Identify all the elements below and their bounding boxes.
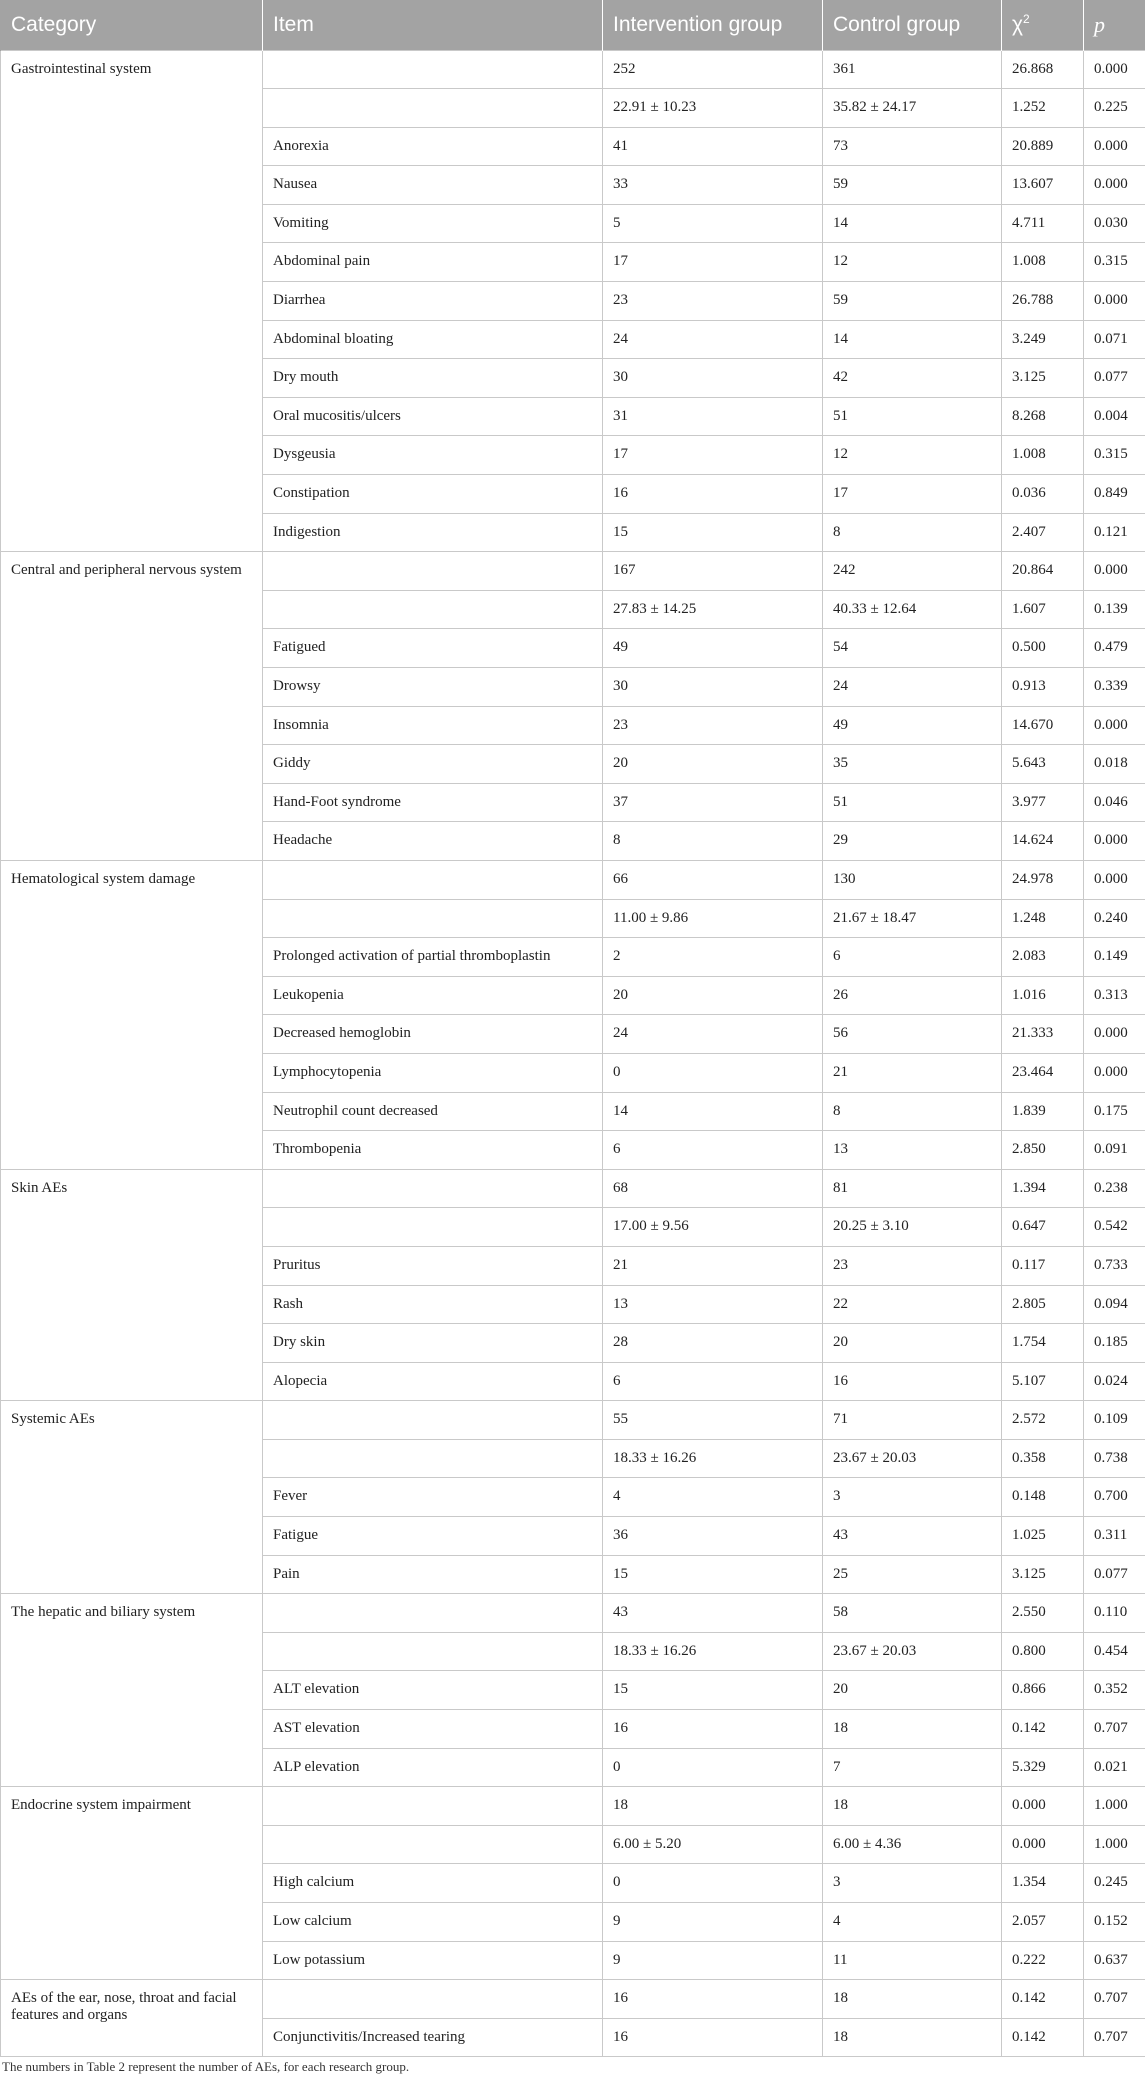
chi-square-cell: 5.329 [1002, 1748, 1084, 1787]
control-cell: 6 [823, 938, 1002, 977]
item-cell: Lymphocytopenia [263, 1053, 603, 1092]
intervention-cell: 41 [603, 127, 823, 166]
intervention-cell: 0 [603, 1748, 823, 1787]
p-value-cell: 0.733 [1084, 1246, 1145, 1285]
p-value-cell: 0.454 [1084, 1632, 1145, 1671]
p-value-cell: 0.004 [1084, 397, 1145, 436]
intervention-cell: 5 [603, 204, 823, 243]
item-cell [263, 1787, 603, 1826]
control-cell: 361 [823, 50, 1002, 89]
item-cell: Low calcium [263, 1903, 603, 1942]
chi-square-cell: 2.083 [1002, 938, 1084, 977]
p-value-cell: 1.000 [1084, 1825, 1145, 1864]
intervention-cell: 30 [603, 359, 823, 398]
chi-square-cell: 0.647 [1002, 1208, 1084, 1247]
p-value-cell: 0.542 [1084, 1208, 1145, 1247]
item-cell [263, 590, 603, 629]
header-p-value: p [1084, 0, 1145, 50]
table-row [1, 1594, 1145, 1633]
header-category: Category [1, 0, 263, 50]
intervention-cell: 11.00 ± 9.86 [603, 899, 823, 938]
control-cell: 7 [823, 1748, 1002, 1787]
control-cell: 3 [823, 1864, 1002, 1903]
p-value-cell: 1.000 [1084, 1787, 1145, 1826]
item-cell: Neutrophil count decreased [263, 1092, 603, 1131]
item-cell: Conjunctivitis/Increased tearing [263, 2018, 603, 2057]
intervention-cell: 18.33 ± 16.26 [603, 1632, 823, 1671]
chi-square-cell: 20.864 [1002, 552, 1084, 591]
intervention-cell: 27.83 ± 14.25 [603, 590, 823, 629]
item-cell: Vomiting [263, 204, 603, 243]
item-cell [263, 552, 603, 591]
item-cell [263, 1169, 603, 1208]
p-value-cell: 0.245 [1084, 1864, 1145, 1903]
p-value-cell: 0.000 [1084, 552, 1145, 591]
intervention-cell: 23 [603, 706, 823, 745]
control-cell: 18 [823, 1710, 1002, 1749]
p-value-cell: 0.000 [1084, 50, 1145, 89]
chi-square-cell: 0.000 [1002, 1787, 1084, 1826]
control-cell: 12 [823, 243, 1002, 282]
item-cell: Anorexia [263, 127, 603, 166]
p-value-cell: 0.637 [1084, 1941, 1145, 1980]
intervention-cell: 6 [603, 1131, 823, 1170]
chi-square-cell: 3.125 [1002, 359, 1084, 398]
p-value-cell: 0.315 [1084, 436, 1145, 475]
item-cell: Pain [263, 1555, 603, 1594]
control-cell: 71 [823, 1401, 1002, 1440]
intervention-cell: 167 [603, 552, 823, 591]
item-cell: Abdominal bloating [263, 320, 603, 359]
item-cell [263, 899, 603, 938]
p-value-cell: 0.479 [1084, 629, 1145, 668]
chi-square-cell: 20.889 [1002, 127, 1084, 166]
intervention-cell: 9 [603, 1903, 823, 1942]
control-cell: 58 [823, 1594, 1002, 1633]
p-value-cell: 0.849 [1084, 475, 1145, 514]
control-cell: 23 [823, 1246, 1002, 1285]
control-cell: 16 [823, 1362, 1002, 1401]
p-value-cell: 0.175 [1084, 1092, 1145, 1131]
chi-square-cell: 1.607 [1002, 590, 1084, 629]
item-cell: Constipation [263, 475, 603, 514]
item-cell [263, 1208, 603, 1247]
control-cell: 40.33 ± 12.64 [823, 590, 1002, 629]
control-cell: 18 [823, 2018, 1002, 2057]
control-cell: 23.67 ± 20.03 [823, 1632, 1002, 1671]
chi-square-cell: 0.148 [1002, 1478, 1084, 1517]
table-row [1, 1980, 1145, 2019]
control-cell: 25 [823, 1555, 1002, 1594]
control-cell: 12 [823, 436, 1002, 475]
item-cell: Oral mucositis/ulcers [263, 397, 603, 436]
chi-square-cell: 1.248 [1002, 899, 1084, 938]
intervention-cell: 37 [603, 783, 823, 822]
p-value-cell: 0.700 [1084, 1478, 1145, 1517]
chi-square-cell: 26.868 [1002, 50, 1084, 89]
item-cell: Fatigue [263, 1517, 603, 1556]
p-value-cell: 0.707 [1084, 1980, 1145, 2019]
category-cell: Gastrointestinal system [1, 50, 263, 552]
intervention-cell: 16 [603, 475, 823, 514]
control-cell: 18 [823, 1787, 1002, 1826]
item-cell: Insomnia [263, 706, 603, 745]
p-value-cell: 0.021 [1084, 1748, 1145, 1787]
p-value-cell: 0.030 [1084, 204, 1145, 243]
chi-square-cell: 23.464 [1002, 1053, 1084, 1092]
control-cell: 24 [823, 668, 1002, 707]
chi-square-cell: 0.036 [1002, 475, 1084, 514]
intervention-cell: 24 [603, 1015, 823, 1054]
header-item: Item [263, 0, 603, 50]
table-footnote: The numbers in Table 2 represent the number of AEs, for each research group. [2, 2059, 410, 2074]
control-cell: 13 [823, 1131, 1002, 1170]
item-cell: High calcium [263, 1864, 603, 1903]
control-cell: 23.67 ± 20.03 [823, 1439, 1002, 1478]
item-cell: Fever [263, 1478, 603, 1517]
table-row [1, 1787, 1145, 1826]
control-cell: 14 [823, 204, 1002, 243]
intervention-cell: 14 [603, 1092, 823, 1131]
control-cell: 59 [823, 282, 1002, 321]
p-value-cell: 0.240 [1084, 899, 1145, 938]
p-value-cell: 0.000 [1084, 166, 1145, 205]
p-value-cell: 0.000 [1084, 282, 1145, 321]
intervention-cell: 16 [603, 2018, 823, 2057]
table-row [1, 860, 1145, 899]
intervention-cell: 17 [603, 243, 823, 282]
chi-square-cell: 3.977 [1002, 783, 1084, 822]
category-cell: The hepatic and biliary system [1, 1594, 263, 1787]
item-cell: Low potassium [263, 1941, 603, 1980]
control-cell: 4 [823, 1903, 1002, 1942]
chi-square-cell: 1.394 [1002, 1169, 1084, 1208]
chi-square-cell: 0.222 [1002, 1941, 1084, 1980]
item-cell [263, 50, 603, 89]
control-cell: 49 [823, 706, 1002, 745]
item-cell [263, 1980, 603, 2019]
item-cell: Leukopenia [263, 976, 603, 1015]
p-value-cell: 0.000 [1084, 1053, 1145, 1092]
p-value-cell: 0.352 [1084, 1671, 1145, 1710]
item-cell: Nausea [263, 166, 603, 205]
intervention-cell: 49 [603, 629, 823, 668]
item-cell [263, 1632, 603, 1671]
chi-square-cell: 2.057 [1002, 1903, 1084, 1942]
control-cell: 43 [823, 1517, 1002, 1556]
chi-square-cell: 14.670 [1002, 706, 1084, 745]
category-cell: Hematological system damage [1, 860, 263, 1169]
p-value-cell: 0.000 [1084, 822, 1145, 861]
p-value-cell: 0.315 [1084, 243, 1145, 282]
chi-square-cell: 0.913 [1002, 668, 1084, 707]
control-cell: 6.00 ± 4.36 [823, 1825, 1002, 1864]
item-cell: Alopecia [263, 1362, 603, 1401]
control-cell: 59 [823, 166, 1002, 205]
p-value-cell: 0.139 [1084, 590, 1145, 629]
control-cell: 20 [823, 1671, 1002, 1710]
p-value-cell: 0.024 [1084, 1362, 1145, 1401]
intervention-cell: 18.33 ± 16.26 [603, 1439, 823, 1478]
control-cell: 73 [823, 127, 1002, 166]
chi-square-cell: 2.850 [1002, 1131, 1084, 1170]
control-cell: 26 [823, 976, 1002, 1015]
p-value-cell: 0.000 [1084, 1015, 1145, 1054]
chi-square-cell: 26.788 [1002, 282, 1084, 321]
chi-superscript: 2 [1023, 12, 1030, 27]
chi-square-cell: 1.252 [1002, 89, 1084, 128]
intervention-cell: 6 [603, 1362, 823, 1401]
item-cell: Dry mouth [263, 359, 603, 398]
item-cell: Headache [263, 822, 603, 861]
chi-square-cell: 0.142 [1002, 2018, 1084, 2057]
control-cell: 3 [823, 1478, 1002, 1517]
intervention-cell: 24 [603, 320, 823, 359]
control-cell: 21 [823, 1053, 1002, 1092]
chi-square-cell: 1.354 [1002, 1864, 1084, 1903]
p-value-cell: 0.109 [1084, 1401, 1145, 1440]
intervention-cell: 36 [603, 1517, 823, 1556]
control-cell: 56 [823, 1015, 1002, 1054]
header-intervention: Intervention group [603, 0, 823, 50]
chi-square-cell: 0.358 [1002, 1439, 1084, 1478]
chi-square-cell: 0.800 [1002, 1632, 1084, 1671]
p-value-cell: 0.094 [1084, 1285, 1145, 1324]
item-cell [263, 1825, 603, 1864]
p-value-cell: 0.738 [1084, 1439, 1145, 1478]
intervention-cell: 21 [603, 1246, 823, 1285]
intervention-cell: 33 [603, 166, 823, 205]
intervention-cell: 17 [603, 436, 823, 475]
item-cell [263, 1594, 603, 1633]
chi-square-cell: 1.025 [1002, 1517, 1084, 1556]
chi-square-cell: 21.333 [1002, 1015, 1084, 1054]
chi-square-cell: 4.711 [1002, 204, 1084, 243]
intervention-cell: 16 [603, 1980, 823, 2019]
item-cell: Fatigued [263, 629, 603, 668]
chi-square-cell: 3.125 [1002, 1555, 1084, 1594]
table-body [1, 50, 1145, 2057]
chi-square-cell: 1.008 [1002, 436, 1084, 475]
p-value-cell: 0.018 [1084, 745, 1145, 784]
intervention-cell: 18 [603, 1787, 823, 1826]
chi-square-cell: 1.016 [1002, 976, 1084, 1015]
intervention-cell: 28 [603, 1324, 823, 1363]
intervention-cell: 9 [603, 1941, 823, 1980]
intervention-cell: 20 [603, 976, 823, 1015]
intervention-cell: 0 [603, 1053, 823, 1092]
intervention-cell: 2 [603, 938, 823, 977]
intervention-cell: 4 [603, 1478, 823, 1517]
item-cell: Pruritus [263, 1246, 603, 1285]
intervention-cell: 15 [603, 1555, 823, 1594]
intervention-cell: 8 [603, 822, 823, 861]
chi-square-cell: 5.643 [1002, 745, 1084, 784]
chi-square-cell: 3.249 [1002, 320, 1084, 359]
intervention-cell: 68 [603, 1169, 823, 1208]
item-cell: Decreased hemoglobin [263, 1015, 603, 1054]
p-value-cell: 0.110 [1084, 1594, 1145, 1633]
item-cell: Giddy [263, 745, 603, 784]
p-value-cell: 0.313 [1084, 976, 1145, 1015]
p-value-cell: 0.149 [1084, 938, 1145, 977]
control-cell: 35.82 ± 24.17 [823, 89, 1002, 128]
chi-square-cell: 2.550 [1002, 1594, 1084, 1633]
item-cell: Drowsy [263, 668, 603, 707]
control-cell: 81 [823, 1169, 1002, 1208]
control-cell: 51 [823, 783, 1002, 822]
intervention-cell: 22.91 ± 10.23 [603, 89, 823, 128]
chi-square-cell: 2.407 [1002, 513, 1084, 552]
control-cell: 42 [823, 359, 1002, 398]
chi-square-cell: 2.572 [1002, 1401, 1084, 1440]
chi-square-cell: 0.117 [1002, 1246, 1084, 1285]
item-cell: Abdominal pain [263, 243, 603, 282]
intervention-cell: 55 [603, 1401, 823, 1440]
chi-square-cell: 8.268 [1002, 397, 1084, 436]
table-row [1, 50, 1145, 89]
p-value-cell: 0.707 [1084, 1710, 1145, 1749]
control-cell: 35 [823, 745, 1002, 784]
item-cell: Dry skin [263, 1324, 603, 1363]
item-cell: Hand-Foot syndrome [263, 783, 603, 822]
item-cell: Prolonged activation of partial thromboplastin [263, 938, 603, 977]
table-row [1, 1401, 1145, 1440]
p-value-cell: 0.152 [1084, 1903, 1145, 1942]
chi-square-cell: 1.008 [1002, 243, 1084, 282]
chi-square-cell: 0.866 [1002, 1671, 1084, 1710]
item-cell: ALT elevation [263, 1671, 603, 1710]
p-value-cell: 0.185 [1084, 1324, 1145, 1363]
intervention-cell: 16 [603, 1710, 823, 1749]
item-cell [263, 860, 603, 899]
control-cell: 54 [823, 629, 1002, 668]
p-value-cell: 0.000 [1084, 127, 1145, 166]
item-cell: Indigestion [263, 513, 603, 552]
category-cell: AEs of the ear, nose, throat and facial features and organs [1, 1980, 263, 2057]
header-control: Control group [823, 0, 1002, 50]
chi-square-cell: 14.624 [1002, 822, 1084, 861]
control-cell: 8 [823, 1092, 1002, 1131]
control-cell: 20.25 ± 3.10 [823, 1208, 1002, 1247]
p-value-cell: 0.077 [1084, 1555, 1145, 1594]
category-cell: Central and peripheral nervous system [1, 552, 263, 861]
item-cell: Thrombopenia [263, 1131, 603, 1170]
chi-square-cell: 5.107 [1002, 1362, 1084, 1401]
intervention-cell: 252 [603, 50, 823, 89]
chi-square-cell: 24.978 [1002, 860, 1084, 899]
chi-square-cell: 0.142 [1002, 1980, 1084, 2019]
p-value-cell: 0.311 [1084, 1517, 1145, 1556]
control-cell: 130 [823, 860, 1002, 899]
intervention-cell: 15 [603, 513, 823, 552]
intervention-cell: 43 [603, 1594, 823, 1633]
table-row [1, 552, 1145, 591]
control-cell: 51 [823, 397, 1002, 436]
intervention-cell: 20 [603, 745, 823, 784]
control-cell: 18 [823, 1980, 1002, 2019]
chi-square-cell: 13.607 [1002, 166, 1084, 205]
p-value-cell: 0.091 [1084, 1131, 1145, 1170]
intervention-cell: 15 [603, 1671, 823, 1710]
item-cell: Rash [263, 1285, 603, 1324]
item-cell: Dysgeusia [263, 436, 603, 475]
control-cell: 17 [823, 475, 1002, 514]
item-cell: AST elevation [263, 1710, 603, 1749]
p-value-cell: 0.707 [1084, 2018, 1145, 2057]
intervention-cell: 17.00 ± 9.56 [603, 1208, 823, 1247]
p-value-cell: 0.000 [1084, 706, 1145, 745]
chi-square-cell: 2.805 [1002, 1285, 1084, 1324]
table-row [1, 1169, 1145, 1208]
p-value-cell: 0.071 [1084, 320, 1145, 359]
item-cell [263, 1401, 603, 1440]
p-value-cell: 0.046 [1084, 783, 1145, 822]
p-value-cell: 0.121 [1084, 513, 1145, 552]
control-cell: 14 [823, 320, 1002, 359]
chi-square-cell: 1.754 [1002, 1324, 1084, 1363]
control-cell: 242 [823, 552, 1002, 591]
item-cell [263, 89, 603, 128]
category-cell: Skin AEs [1, 1169, 263, 1401]
intervention-cell: 0 [603, 1864, 823, 1903]
chi-square-cell: 0.500 [1002, 629, 1084, 668]
intervention-cell: 30 [603, 668, 823, 707]
intervention-cell: 13 [603, 1285, 823, 1324]
header-chi-square [1002, 0, 1084, 50]
control-cell: 22 [823, 1285, 1002, 1324]
p-value-cell: 0.000 [1084, 860, 1145, 899]
p-value-cell: 0.238 [1084, 1169, 1145, 1208]
control-cell: 20 [823, 1324, 1002, 1363]
control-cell: 29 [823, 822, 1002, 861]
table-header-row [1, 0, 1145, 50]
category-cell: Endocrine system impairment [1, 1787, 263, 1980]
chi-square-cell: 0.000 [1002, 1825, 1084, 1864]
item-cell: Diarrhea [263, 282, 603, 321]
p-value-cell: 0.339 [1084, 668, 1145, 707]
p-value-cell: 0.077 [1084, 359, 1145, 398]
chi-square-cell: 0.142 [1002, 1710, 1084, 1749]
item-cell: ALP elevation [263, 1748, 603, 1787]
control-cell: 21.67 ± 18.47 [823, 899, 1002, 938]
intervention-cell: 23 [603, 282, 823, 321]
control-cell: 11 [823, 1941, 1002, 1980]
control-cell: 8 [823, 513, 1002, 552]
item-cell [263, 1439, 603, 1478]
intervention-cell: 6.00 ± 5.20 [603, 1825, 823, 1864]
intervention-cell: 31 [603, 397, 823, 436]
p-value-cell: 0.225 [1084, 89, 1145, 128]
chi-symbol: χ [1012, 13, 1024, 37]
chi-square-cell: 1.839 [1002, 1092, 1084, 1131]
intervention-cell: 66 [603, 860, 823, 899]
category-cell: Systemic AEs [1, 1401, 263, 1594]
